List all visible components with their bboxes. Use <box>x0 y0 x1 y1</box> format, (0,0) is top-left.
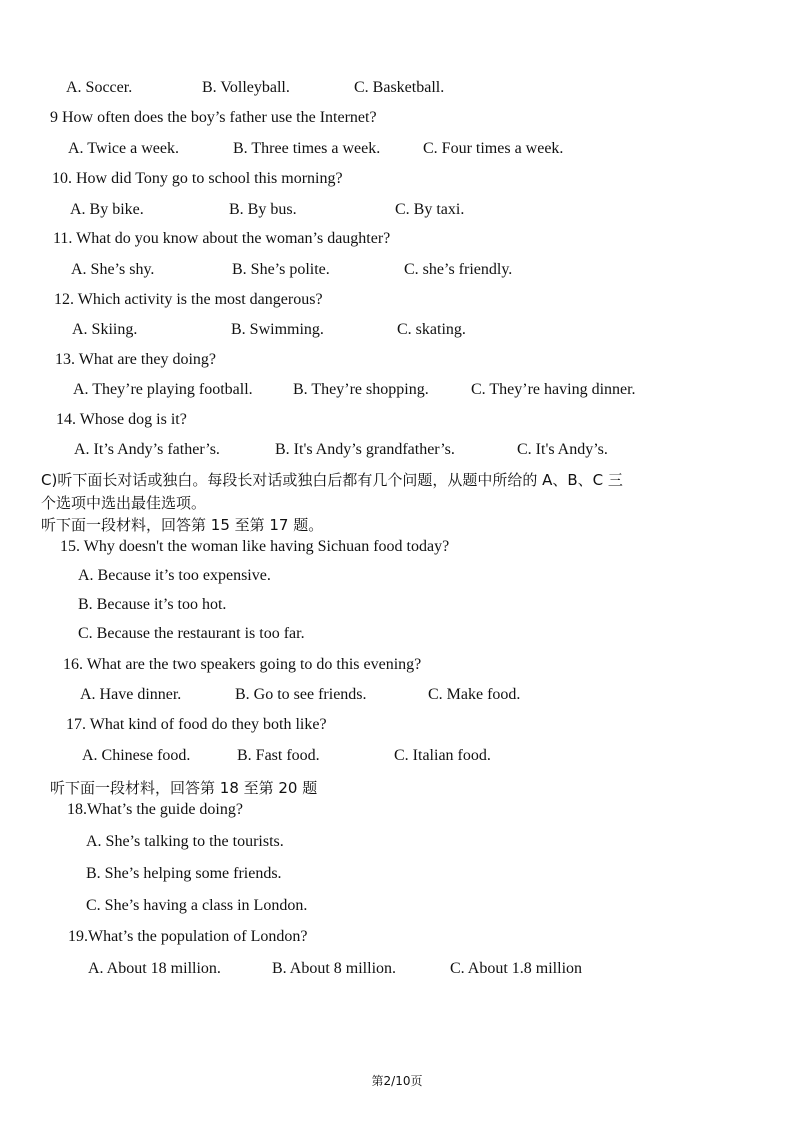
q8-option-b: B. Volleyball. <box>202 79 290 96</box>
q17-option-c: C. Italian food. <box>394 747 491 764</box>
q17-stem: 17. What kind of food do they both like? <box>66 716 327 733</box>
q15-option-a: A. Because it’s too expensive. <box>78 567 271 584</box>
q9-option-b: B. Three times a week. <box>233 140 381 157</box>
q19-option-a: A. About 18 million. <box>88 960 221 977</box>
q10-option-b: B. By bus. <box>229 201 297 218</box>
section-c-instruction-line1: C)听下面长对话或独白。每段长对话或独白后都有几个问题，从题中所给的 A、B、C 三 <box>41 471 623 489</box>
q11-option-a: A. She’s shy. <box>71 261 155 278</box>
q17-option-b: B. Fast food. <box>237 747 320 764</box>
q12-option-c: C. skating. <box>397 321 466 338</box>
q12-stem: 12. Which activity is the most dangerous? <box>54 291 323 308</box>
q9-option-c: C. Four times a week. <box>423 140 564 157</box>
q10-option-c: C. By taxi. <box>395 201 465 218</box>
q8-option-a: A. Soccer. <box>66 79 133 96</box>
q13-stem: 13. What are they doing? <box>55 351 216 368</box>
q11-option-c: C. she’s friendly. <box>404 261 513 278</box>
group1-instruction: 听下面一段材料，回答第 15 至第 17 题。 <box>41 516 324 534</box>
q10-stem: 10. How did Tony go to school this morning? <box>52 170 343 187</box>
q16-stem: 16. What are the two speakers going to do this evening? <box>63 656 422 673</box>
q18-option-b: B. She’s helping some friends. <box>86 865 282 882</box>
q18-stem: 18.What’s the guide doing? <box>67 801 243 818</box>
q8-option-c: C. Basketball. <box>354 79 445 96</box>
q10-option-a: A. By bike. <box>70 201 144 218</box>
q9-option-a: A. Twice a week. <box>68 140 179 157</box>
q15-option-b: B. Because it’s too hot. <box>78 596 227 613</box>
group2-instruction: 听下面一段材料，回答第 18 至第 20 题 <box>50 779 318 797</box>
q13-option-b: B. They’re shopping. <box>293 381 429 398</box>
q19-option-b: B. About 8 million. <box>272 960 397 977</box>
section-c-instruction-line2: 个选项中选出最佳选项。 <box>41 494 207 512</box>
q18-option-a: A. She’s talking to the tourists. <box>86 833 284 850</box>
q13-option-a: A. They’re playing football. <box>73 381 253 398</box>
q14-option-b: B. It's Andy’s grandfather’s. <box>275 441 455 458</box>
q17-option-a: A. Chinese food. <box>82 747 191 764</box>
q18-option-c: C. She’s having a class in London. <box>86 897 308 914</box>
q15-stem: 15. Why doesn't the woman like having Sichuan food today? <box>60 538 450 555</box>
q14-option-a: A. It’s Andy’s father’s. <box>74 441 220 458</box>
q19-option-c: C. About 1.8 million <box>450 960 583 977</box>
q14-stem: 14. Whose dog is it? <box>56 411 187 428</box>
q19-stem: 19.What’s the population of London? <box>68 928 308 945</box>
q16-option-a: A. Have dinner. <box>80 686 182 703</box>
q11-stem: 11. What do you know about the woman’s daughter? <box>53 230 391 247</box>
q13-option-c: C. They’re having dinner. <box>471 381 636 398</box>
q12-option-a: A. Skiing. <box>72 321 138 338</box>
q16-option-c: C. Make food. <box>428 686 521 703</box>
q9-stem: 9 How often does the boy’s father use the Internet? <box>50 109 377 126</box>
q11-option-b: B. She’s polite. <box>232 261 330 278</box>
q12-option-b: B. Swimming. <box>231 321 324 338</box>
q16-option-b: B. Go to see friends. <box>235 686 367 703</box>
page-number: 第2/10页 <box>371 1074 423 1088</box>
q15-option-c: C. Because the restaurant is too far. <box>78 625 305 642</box>
q14-option-c: C. It's Andy’s. <box>517 441 608 458</box>
